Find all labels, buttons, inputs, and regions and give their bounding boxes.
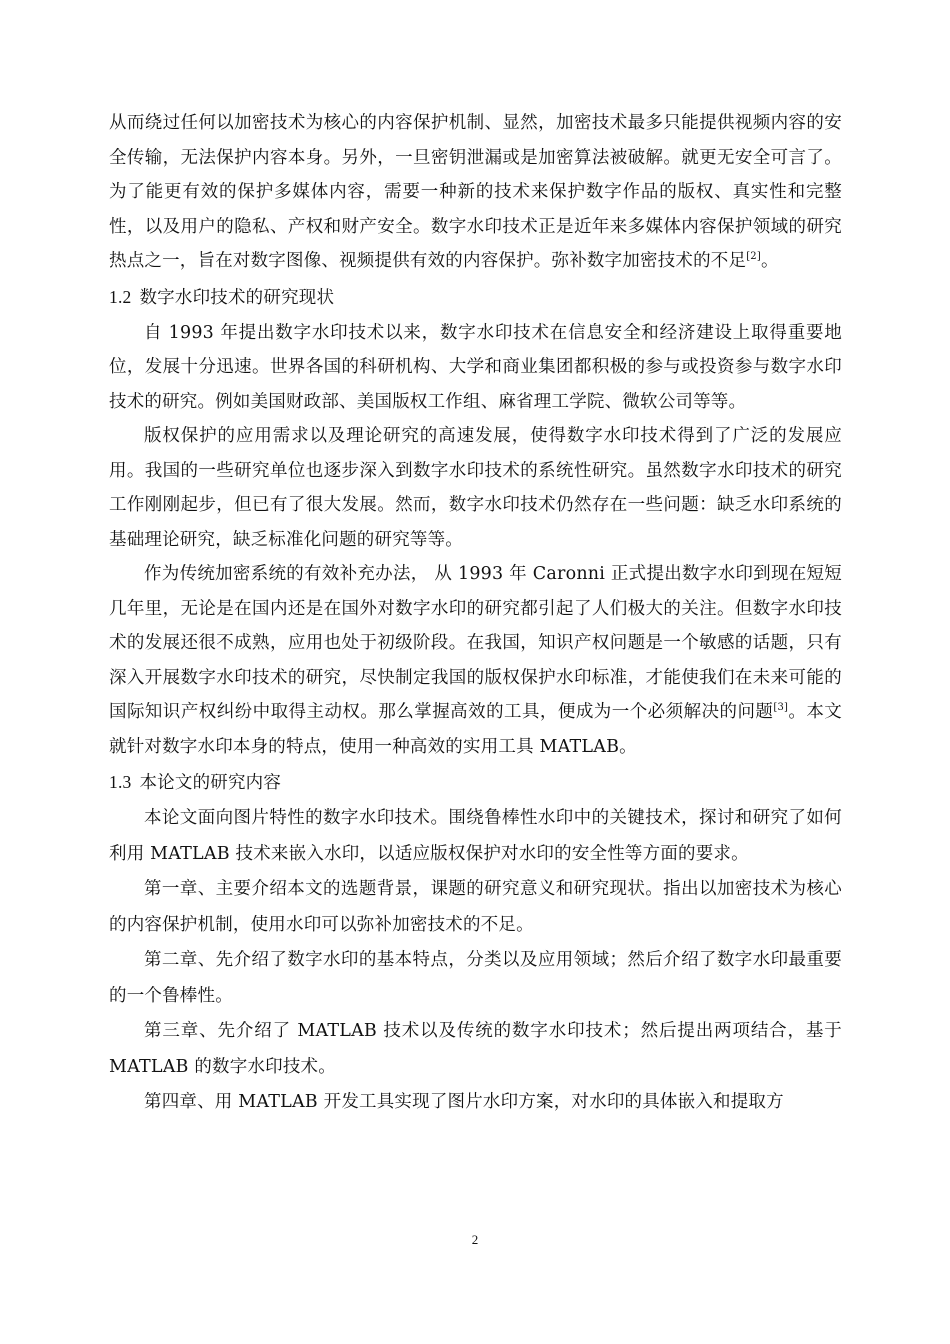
- paragraph-text: 第一章、主要介绍本文的选题背景，课题的研究意义和研究现状。指出以加密技术为核心的内容保护机制，使用水印可以弥补加密技术的不足。: [109, 879, 842, 935]
- section-heading: [109, 764, 842, 801]
- paragraph-text: 。本文就针对数字水印本身的特点，使用一种高效的实用工具 MATLAB。: [109, 702, 842, 757]
- page-number: 2: [471, 1232, 479, 1247]
- body-paragraph: [109, 1014, 842, 1085]
- body-paragraph: [109, 106, 842, 279]
- body-paragraph: [109, 316, 842, 420]
- section-title: 本论文的研究内容: [139, 773, 282, 793]
- body-paragraph: [109, 1085, 842, 1121]
- paragraph-text: 本论文面向图片特性的数字水印技术。围绕鲁棒性水印中的关键技术，探讨和研究了如何利用 MATLAB 技术来嵌入水印，以适应版权保护对水印的安全性等方面的要求。: [109, 808, 842, 864]
- body-paragraph: [109, 419, 842, 557]
- paragraph-text: 版权保护的应用需求以及理论研究的高速发展，使得数字水印技术得到了广泛的发展应用。我国的一些研究单位也逐步深入到数字水印技术的系统性研究。虽然数字水印技术的研究工作刚刚起步，但已有了很大发展。然而，数字水印技术仍然存在一些问题：缺乏水印系统的基础理论研究，缺乏标准化问题的研究等等。: [109, 426, 842, 550]
- body-paragraph: [109, 943, 842, 1014]
- paragraph-text: 第三章、先介绍了 MATLAB 技术以及传统的数字水印技术；然后提出两项结合，基于 MATLAB 的数字水印技术。: [109, 1021, 842, 1077]
- paragraph-text: 第四章、用 MATLAB 开发工具实现了图片水印方案，对水印的具体嵌入和提取方: [144, 1092, 784, 1112]
- section-number: 1.3: [109, 772, 132, 792]
- citation-marker: [3]: [773, 702, 789, 713]
- document-body: [109, 106, 842, 1121]
- section-title: 数字水印技术的研究现状: [139, 287, 335, 308]
- paragraph-text: 自 1993 年提出数字水印技术以来，数字水印技术在信息安全和经济建设上取得重要地位，发展十分迅速。世界各国的科研机构、大学和商业集团都积极的参与或投资参与数字水印技术的研究。例如美国财政部、美国版权工作组、麻省理工学院、微软公司等等。: [109, 322, 842, 412]
- paragraph-text: 第二章、先介绍了数字水印的基本特点，分类以及应用领域；然后介绍了数字水印最重要的一个鲁棒性。: [109, 950, 842, 1006]
- body-paragraph: [109, 872, 842, 943]
- paragraph-text: 作为传统加密系统的有效补充办法， 从 1993 年 Caronni 正式提出数字水印到现在短短几年里，无论是在国内还是在国外对数字水印的研究都引起了人们极大的关注。但数字水印技术的发展还很不成熟，应用也处于初级阶段。在我国，知识产权问题是一个敏感的话题，只有深入开展数字水印技术的研究，尽快制定我国的版权保护水印标准，才能使我们在未来可能的国际知识产权纠纷中取得主动权。那么掌握高效的工具，便成为一个必须解决的问题: [109, 564, 842, 722]
- section-heading: [109, 279, 842, 316]
- paragraph-text: 从而绕过任何以加密技术为核心的内容保护机制、显然，加密技术最多只能提供视频内容的安全传输，无法保护内容本身。另外，一旦密钥泄漏或是加密算法被破解。就更无安全可言了。为了能更有效的保护多媒体内容，需要一种新的技术来保护数字作品的版权、真实性和完整性，以及用户的隐私、产权和财产安全。数字水印技术正是近年来多媒体内容保护领域的研究热点之一，旨在对数字图像、视频提供有效的内容保护。弥补数字加密技术的不足: [109, 113, 842, 271]
- body-paragraph: [109, 801, 842, 872]
- section-number: 1.2: [109, 286, 132, 307]
- body-paragraph: [109, 557, 842, 764]
- paragraph-text: 。: [760, 251, 779, 271]
- citation-marker: [2]: [746, 251, 761, 262]
